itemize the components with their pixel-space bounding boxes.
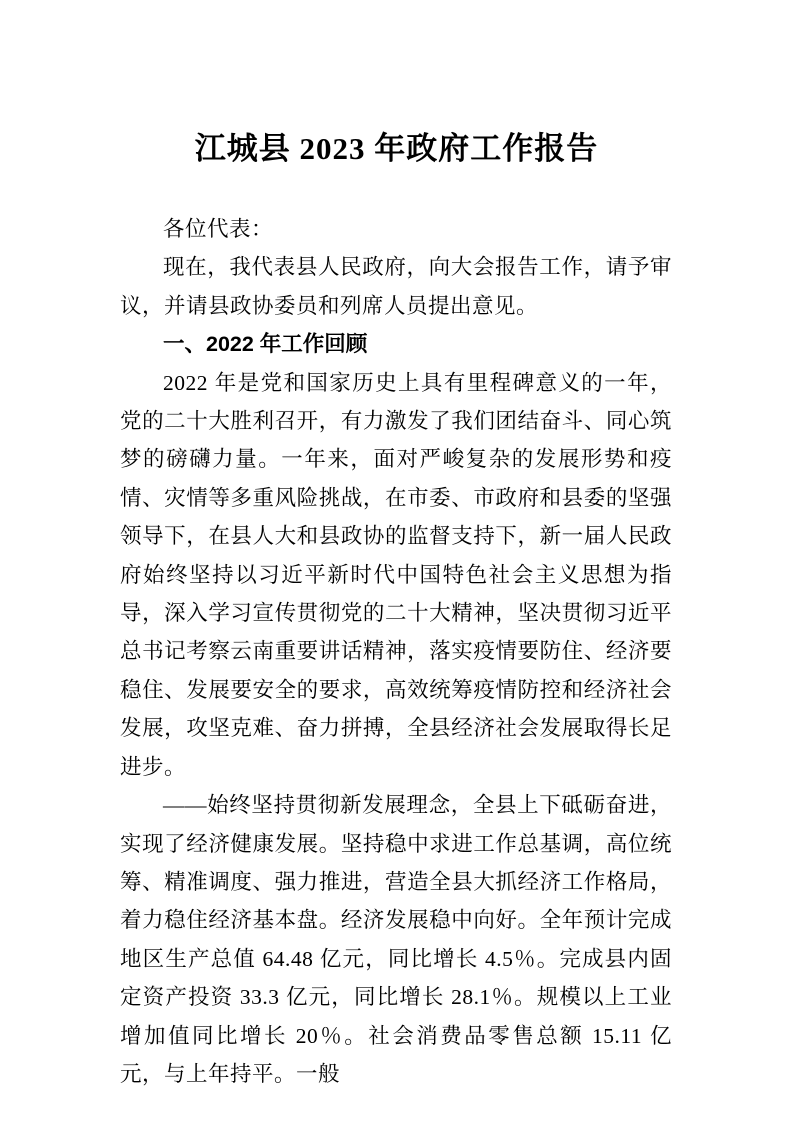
document-title: 江城县 2023 年政府工作报告 [194,131,599,166]
salutation: 各位代表： [163,217,274,241]
intro-paragraph: 现在，我代表县人民政府，向大会报告工作，请予审议，并请县政协委员和列席人员提出意见。 [120,255,672,318]
section-1-paragraph-1: 2022 年是党和国家历史上具有里程碑意义的一年，党的二十大胜利召开，有力激发了我们团结奋斗、同心筑梦的磅礴力量。一年来，面对严峻复杂的发展形势和疫情、灾情等多重风险挑战，在市委、市政府和县委的坚强领导下，在县人大和县政协的监督支持下，新一届人民政府始终坚持以习近平新时代中国特色社会主义思想为指导，深入学习宣传贯彻党的二十大精神，坚决贯彻习近平总书记考察云南重要讲话精神，落实疫情要防住、经济要稳住、发展要安全的要求，高效统筹疫情防控和经济社会发展，攻坚克难、奋力拼搏，全县经济社会发展取得长足进步。 [120,370,672,779]
section-1-paragraph-2: ——始终坚持贯彻新发展理念，全县上下砥砺奋进，实现了经济健康发展。坚持稳中求进工作总基调，高位统筹、精准调度、强力推进，营造全县大抓经济工作格局，着力稳住经济基本盘。经济发展稳中向好。全年预计完成地区生产总值 64.48 亿元，同比增长 4.5％。完成县内固定资产投资 33.3 亿元，同比增长 28.1％。规模以上工业增加值同比增长 20％。社会消费品零售总额 15.11 亿元，与上年持平。一般 [120,793,672,1086]
section-1-heading: 一、2022 年工作回顾 [163,332,368,357]
document-body [120,210,672,1093]
